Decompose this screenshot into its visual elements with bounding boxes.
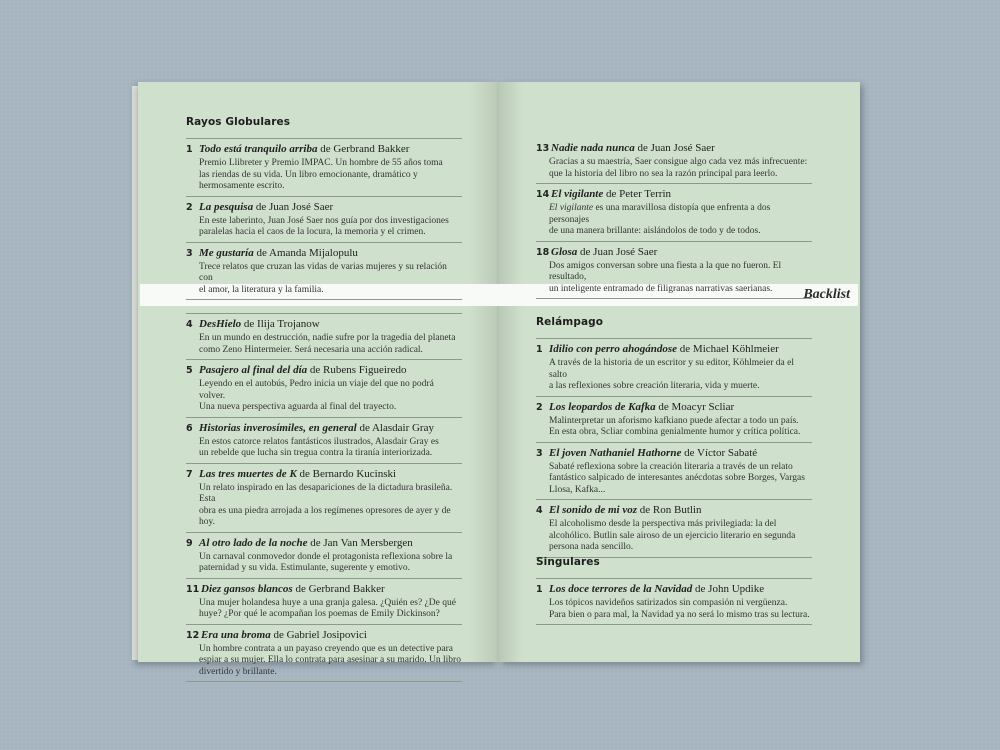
book-number: 2 <box>186 201 193 213</box>
entry-heading <box>186 421 462 436</box>
book-title: Nadie nada nunca <box>551 142 635 154</box>
description-line: un inteligente entramado de filigranas narrativas saerianas. <box>549 283 773 294</box>
entry-heading <box>536 503 812 518</box>
description-line: que la historia del libro no sea la razón principal para leerlo. <box>549 168 778 179</box>
book-title: Glosa <box>551 245 578 258</box>
description-line: A través de la historia de un escritor y su editor, Köhlmeier da el salto <box>549 358 794 380</box>
entry-heading <box>186 582 462 597</box>
book-title: El vigilante <box>551 188 604 200</box>
backlist-title: Backlist <box>803 287 850 302</box>
description-line: Los tópicos navideños satirizados sin compasión ni vergüenza. <box>549 598 788 608</box>
description-line: Un hombre contrata a un payaso creyendo que es un detective para <box>199 643 454 654</box>
book-number: 12 <box>186 629 200 641</box>
book-entry <box>536 396 812 442</box>
book-number: 11 <box>186 583 200 595</box>
description-line: En este laberinto, Juan José Saer nos guía por dos investigaciones <box>199 215 449 226</box>
description-line: Trece relatos que cruzan las vidas de varias mujeres y su relación con <box>199 261 447 283</box>
book-entry <box>536 499 812 557</box>
description-line: Sabaté reflexiona sobre la creación literaria a través de un relato <box>549 461 793 472</box>
book-number: 18 <box>536 246 550 258</box>
book-number: 9 <box>186 537 193 549</box>
book-description <box>536 416 812 439</box>
description-line: obra es una piedra arrojada a los regímenes opresores de ayer y de hoy. <box>199 505 451 527</box>
description-line: Leyendo en el autobús, Pedro inicia un viaje del que no podrá volver. <box>199 379 434 401</box>
book-author: de Rubens Figueiredo <box>309 364 407 376</box>
description-line: las riendas de su vida. Un libro emocionante, dramático y <box>199 169 418 180</box>
section-heading: Singulares <box>536 556 600 568</box>
singulares-section <box>536 556 812 625</box>
entry-heading <box>186 200 462 215</box>
rayos-globulares-continued <box>186 313 462 682</box>
description-line: el amor, la literatura y la familia. <box>199 284 324 295</box>
book-description <box>536 519 812 554</box>
book-author: de Bernardo Kucinski <box>299 467 397 480</box>
description-line: Llosa, Kafka... <box>549 484 606 495</box>
book-title: Pasajero al final del día <box>199 364 308 376</box>
description-lead: El vigilante <box>549 203 594 213</box>
book-number: 6 <box>186 422 193 434</box>
rayos-globulares-section <box>186 116 462 300</box>
entry-heading <box>186 363 462 378</box>
book-author: de Jan Van Mersbergen <box>310 536 413 549</box>
book-title: DesHielo <box>199 318 242 330</box>
description-line: espiar a su mujer. Ella lo contrata para asesinar a su marido. Un libro <box>199 655 461 665</box>
entry-heading <box>536 582 812 597</box>
book-description <box>186 552 462 575</box>
entry-heading <box>536 446 812 461</box>
book-entry <box>186 624 462 682</box>
description-line: Un carnaval conmovedor donde el protagonista reflexiona sobre la <box>199 551 453 562</box>
book-author: de Ron Butlin <box>639 504 702 516</box>
book-title: Diez gansos blancos <box>201 582 293 595</box>
description-line: En esta obra, Scliar combina genialmente humor y crítica política. <box>549 427 801 437</box>
book-author: de Gerbrand Bakker <box>295 582 385 595</box>
book-description <box>186 216 462 239</box>
entry-heading <box>536 342 812 357</box>
book-title: La pesquisa <box>199 200 254 213</box>
book-entry <box>536 578 812 624</box>
entry-heading <box>186 536 462 551</box>
book-description <box>186 379 462 414</box>
book-author: de Juan José Saer <box>255 200 334 213</box>
book-entry <box>186 138 462 196</box>
description-text: es una maravillosa distopía que enfrenta a dos personajes <box>549 203 771 225</box>
book-title: Idilio con perro ahogándose <box>549 343 678 355</box>
description-line: En un mundo en destrucción, nadie sufre por la tragedia del planeta <box>199 333 456 343</box>
book-entry <box>186 359 462 417</box>
description-line: de una manera brillante: aislándolos de todo y de todos. <box>549 226 761 236</box>
book-description <box>536 358 812 393</box>
book-number: 2 <box>536 401 543 413</box>
entry-heading <box>186 317 462 332</box>
section-heading: Rayos Globulares <box>186 116 291 128</box>
book-number: 4 <box>186 319 193 330</box>
description-line: Una mujer holandesa huye a una granja galesa. ¿Quién es? ¿De qué <box>199 597 456 608</box>
description-line: como Zeno Hintermeier. Será necesaria una acción radical. <box>199 344 423 355</box>
description-line: Malinterpretar un aforismo kafkiano puede afectar a todo un país. <box>549 415 799 426</box>
description-line: paternidad y su vida. Estimulante, sugerente y emotivo. <box>199 563 411 573</box>
description-line: persona nada sencillo. <box>549 542 634 552</box>
book-title: Las tres muertes de K <box>199 467 297 480</box>
rayos-globulares-right <box>536 138 812 299</box>
book-author: de Amanda Mijalopulu <box>256 246 358 259</box>
book-author: de Gabriel Josipovici <box>273 628 367 641</box>
book-description <box>536 462 812 497</box>
entry-heading <box>186 246 462 261</box>
book-description <box>186 158 462 193</box>
book-description <box>186 262 462 297</box>
book-author: de Víctor Sabaté <box>684 446 758 459</box>
description-line: El alcoholismo desde la perspectiva más privilegiada: la del <box>549 519 777 529</box>
description-line: Premio Llibreter y Premio IMPAC. Un hombre de 55 años toma <box>199 158 443 168</box>
description-line: En estos catorce relatos fantásticos ilustrados, Alasdair Gray es <box>199 436 439 447</box>
book-author: de Michael Köhlmeier <box>679 343 779 355</box>
description-line: Un relato inspirado en las desapariciones de la dictadura brasileña. Esta <box>199 482 453 504</box>
description-line: Para bien o para mal, la Navidad ya no será lo mismo tras su lectura. <box>549 609 810 620</box>
book-number: 1 <box>186 144 193 155</box>
book-entry <box>536 241 812 299</box>
book-author: de Peter Terrin <box>606 188 672 200</box>
book-description <box>536 598 812 621</box>
book-author: de Gerbrand Bakker <box>320 143 410 155</box>
description-line: Gracias a su maestría, Saer consigue algo cada vez más infrecuente: <box>549 157 808 167</box>
book-number: 1 <box>536 344 543 355</box>
relampago-section <box>536 316 812 558</box>
description-line: Una nueva perspectiva aguarda al final del trayecto. <box>199 402 397 412</box>
book-number: 4 <box>536 505 543 516</box>
book-description <box>536 157 812 180</box>
book-author: de John Updike <box>695 583 765 595</box>
book-title: Historias inverosímiles, en general <box>199 421 357 434</box>
description-line: hermosamente escrito. <box>199 181 285 191</box>
book-description <box>536 261 812 296</box>
book-entry <box>186 417 462 463</box>
book-description <box>186 598 462 621</box>
book-entry <box>186 242 462 300</box>
book-description <box>186 644 462 679</box>
entry-heading <box>536 400 812 415</box>
book-entry <box>186 463 462 532</box>
book-number: 13 <box>536 143 550 154</box>
book-description <box>536 203 812 238</box>
book-author: de Moacyr Scliar <box>658 400 735 413</box>
book-title: Al otro lado de la noche <box>199 536 308 549</box>
section-heading: Relámpago <box>536 316 604 328</box>
entry-heading <box>536 245 812 260</box>
description-line: huye? ¿Por qué le acompañan los poemas de Emily Dickinson? <box>199 609 440 619</box>
book-number: 7 <box>186 468 193 480</box>
description-line: divertido y brillante. <box>199 666 277 677</box>
book-title: El joven Nathaniel Hathorne <box>549 446 682 459</box>
book-title: El sonido de mi voz <box>549 504 638 516</box>
book-title: Era una broma <box>201 628 271 641</box>
entry-heading <box>186 142 462 157</box>
book-author: de Ilija Trojanow <box>243 318 320 330</box>
book-entry <box>536 183 812 241</box>
book-description <box>186 483 462 529</box>
book-title: Los doce terrores de la Navidad <box>549 583 693 595</box>
book-number: 1 <box>536 584 543 595</box>
entry-heading <box>536 141 812 156</box>
entry-heading <box>536 187 812 202</box>
book-author: de Juan José Saer <box>580 245 658 258</box>
book-title: Los leopardos de Kafka <box>549 400 656 413</box>
book-entry <box>536 338 812 396</box>
description-line <box>549 203 812 226</box>
book-description <box>186 333 462 356</box>
book-number: 3 <box>536 447 543 459</box>
description-line: alcohólico. Butlin sale airoso de un ejercicio literario en segunda <box>549 530 796 541</box>
book-description <box>186 437 462 460</box>
book-title: Todo está tranquilo arriba <box>199 143 318 155</box>
book-title: Me gustaría <box>199 246 254 259</box>
book-number: 14 <box>536 189 550 200</box>
book-entry <box>186 532 462 578</box>
description-line: un rebelde que lucha sin tregua contra la tiranía interiorizada. <box>199 448 433 458</box>
book-number: 5 <box>186 365 193 376</box>
book-author: de Juan José Saer <box>637 142 715 154</box>
description-line: a las reflexiones sobre creación literaria, vida y muerte. <box>549 381 760 391</box>
description-line: paralelas hacia el caos de la locura, la memoria y el crimen. <box>199 227 426 237</box>
book-author: de Alasdair Gray <box>359 421 434 434</box>
book-entry <box>536 442 812 500</box>
entry-heading <box>186 628 462 643</box>
book-entry <box>536 138 812 183</box>
book-entry <box>186 313 462 359</box>
entry-heading <box>186 467 462 482</box>
description-line: Dos amigos conversan sobre una fiesta a la que no fueron. El resultado, <box>549 260 782 282</box>
book-entry <box>186 196 462 242</box>
description-line: fantástico salpicado de interesantes anécdotas sobre Borges, Vargas <box>549 473 805 483</box>
book-number: 3 <box>186 247 193 259</box>
book-entry <box>186 578 462 624</box>
